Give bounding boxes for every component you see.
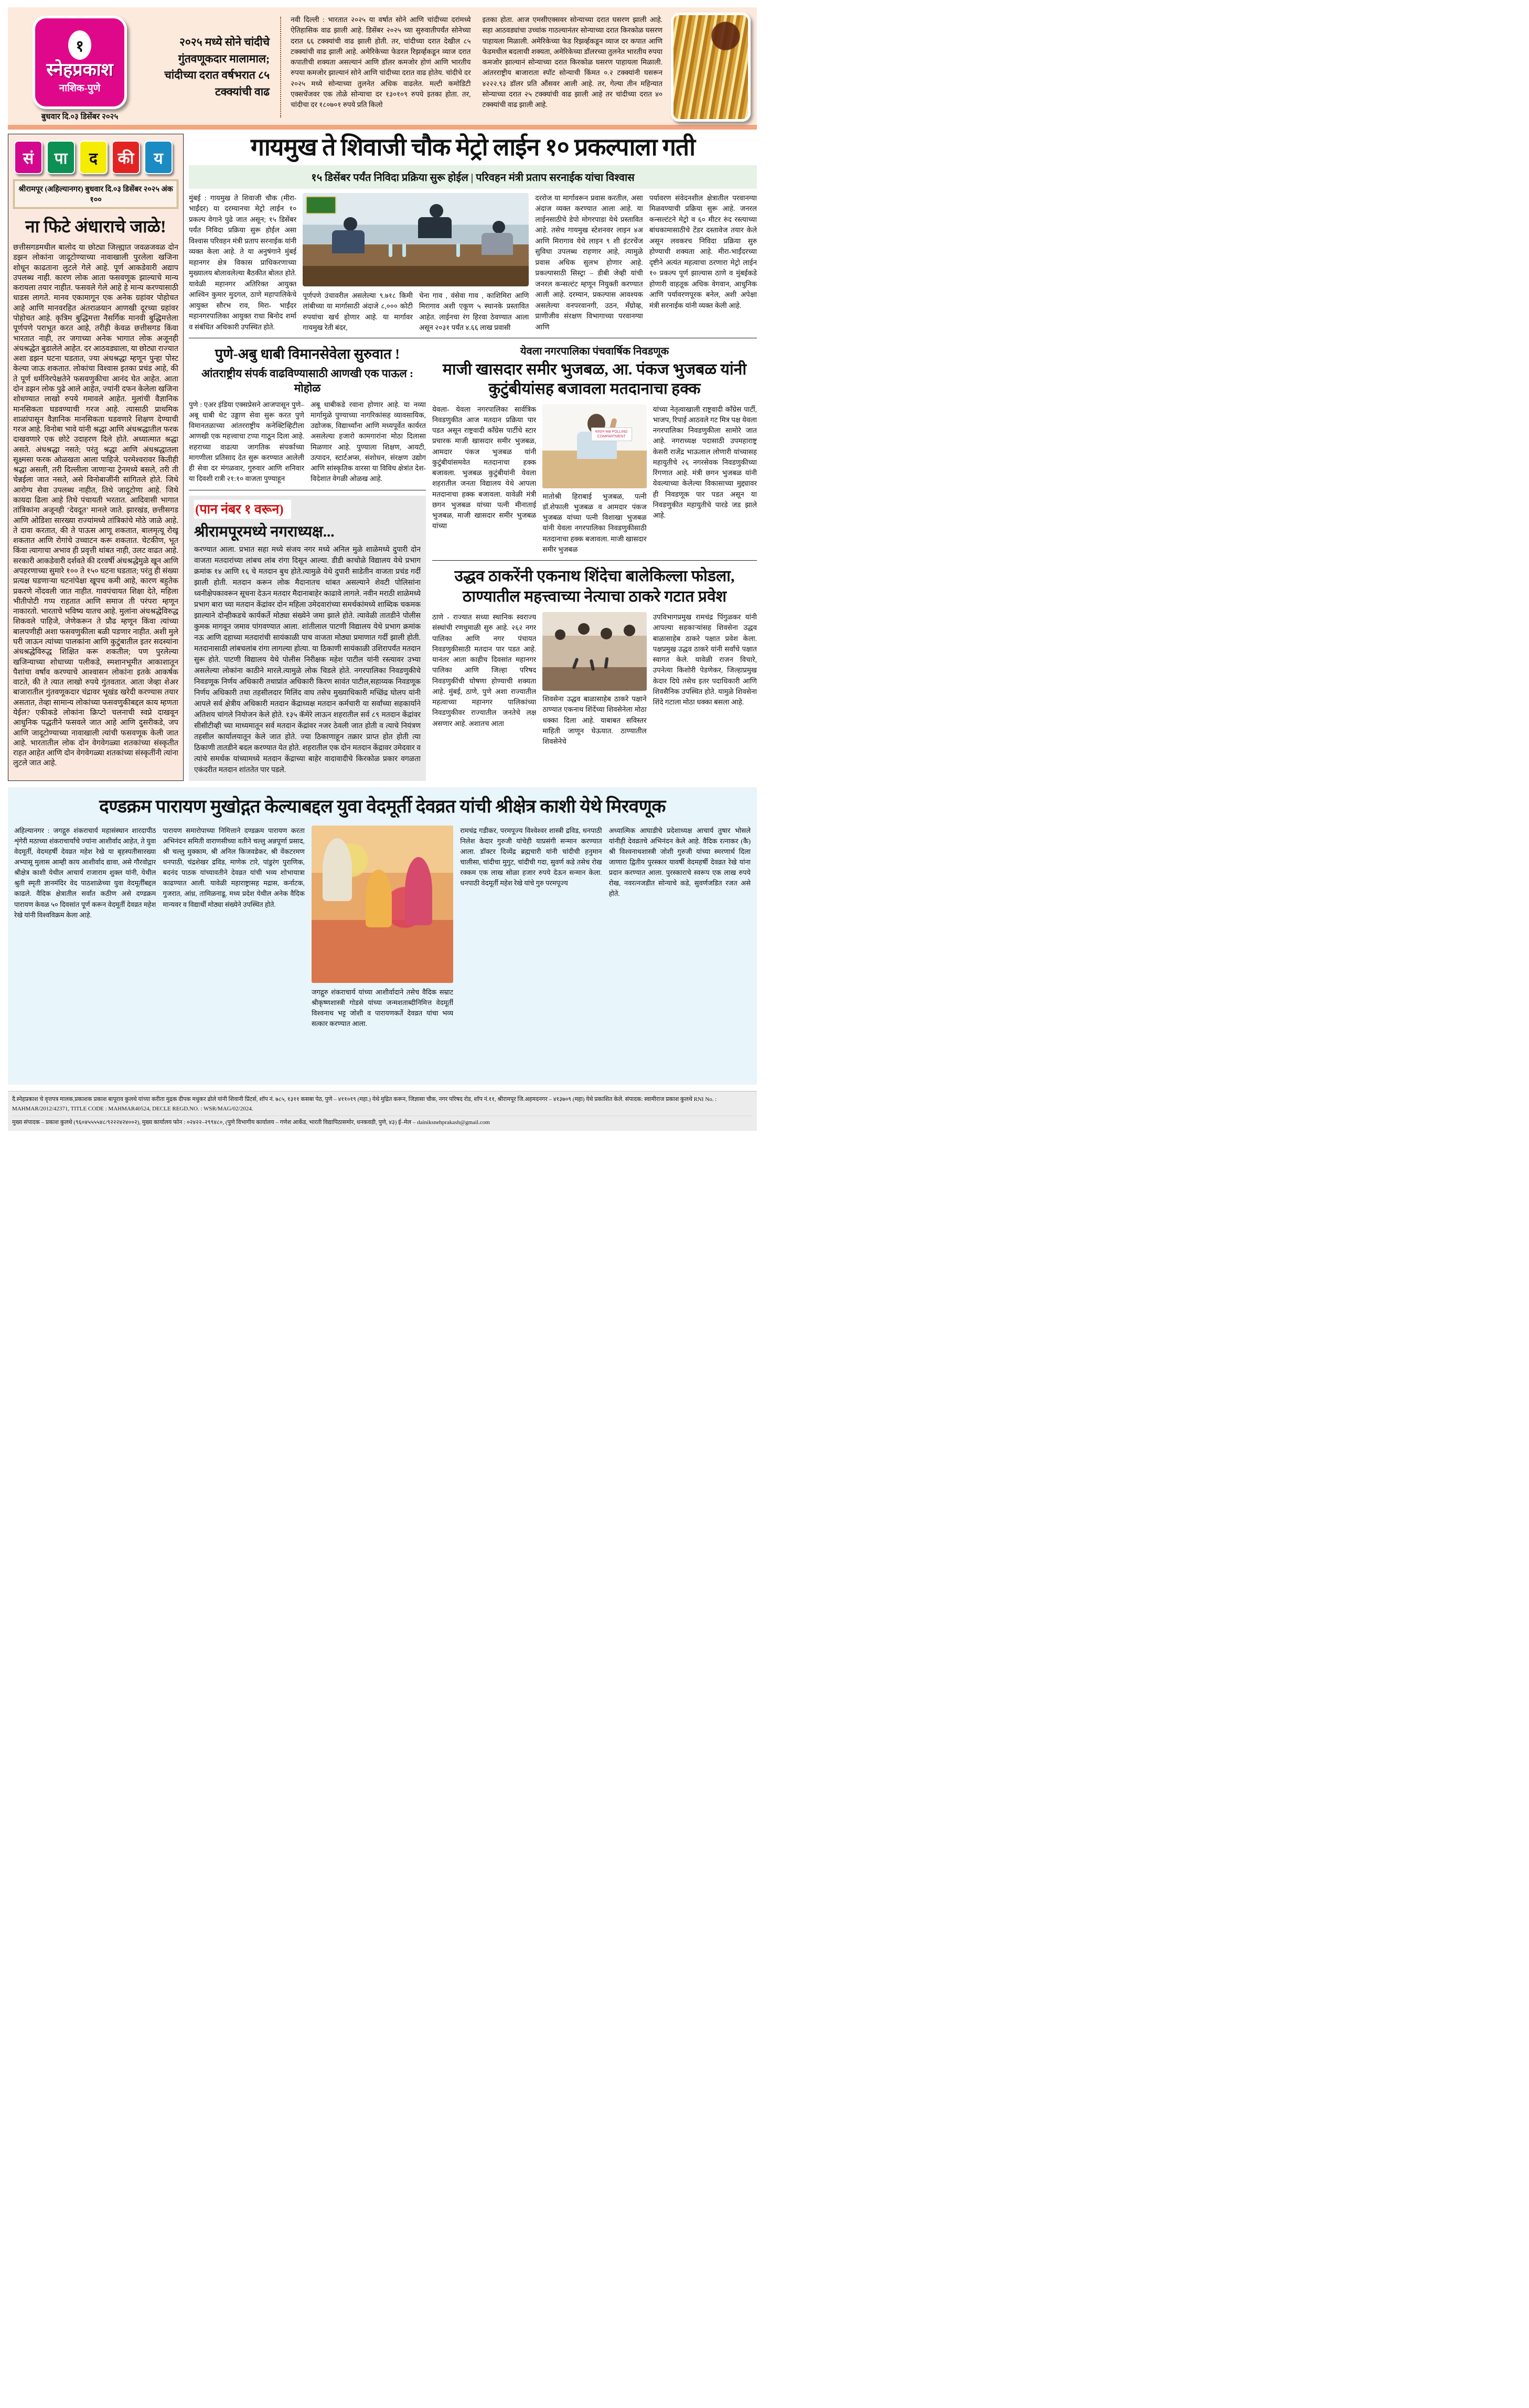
metro-col2: पूर्णपणे उंचावरील असलेल्या ९.७१८ किमी लांबीच्या या मार्गासाठी अंदाजे ८,००० कोटी रुपयांचा खर्च होणार आहे. या मार्गावर गायमुख रेती बंदर, [303,291,413,332]
photo-mic [589,659,594,671]
editorial-body: छत्तीसगडमधील बालोद या छोट्या जिल्ह्यात जवळजवळ दोन डझन लोकांना जादूटोण्याच्या नावाखाली पुरलेला खजिना शोधून काढताना लुटले गेले आहे. पूर्ण आकडेवारी अद्याप उपलब्ध नाही. कारण लोक आता फसवणूक झाल्याचे मान्य करायला तयार नाहीत. फसवले गेले आहे हे मान्य करण्यासाठी धाडस लागते. मानव एकामागून एक अनेक ग्रहांवर पोहोचत आहे आणि मानवरहित अंतराळयान आणखी दूरच्या ग्रहांवर पोहोचत आहे. कृत्रिम बुद्धिमत्ता नैसर्गिक मानवी बुद्धिमत्तेला पूर्णपणे पराभूत करत आहे, तरीही केवळ छत्तीसगड किंवा भारतात नाही, तर जगाच्या अनेक भागात लोक अजूनही अंधश्रद्धेत बुडालेले आहेत. दर आठवड्याला, या छोट्या राज्यात अशा डझन घटना घडतात, ज्या अंधश्रद्धा म्हणून पुन्हा पोस्ट केल्या जाऊ शकतात. लोकांचा विश्वास इतका प्रचंड आहे, की ते पूर्ण धर्मनिरपेक्षतेने फसवणुकीचा आनंद घेत आहेत. आता दोन डझन लोक पुढे आले आहेत, ज्यांनी दफन केलेला खजिना शोधण्यात लाखो रुपये गमावले आहेत. मुलांची वैज्ञानिक मानसिकता घडवण्याची गरज आहे. त्यासाठी प्राथमिक शाळांपासून वैज्ञानिक मानसिकता घडवणारे शिक्षण देण्याची गरज आहे. विनोबा भावे यांनी श्रद्धा आणि अंधश्रद्धातील फरक दाखवणारे एक छोटे उदाहरण दिले होते. अध्यात्मात श्रद्धा असते. अंधश्रद्धा नसते; परंतु श्रद्धा आणि अंधश्रद्धातला सूक्ष्मसा फरक ओळखता आला पाहिजे. परमेश्वरावर कितीही श्रद्धा असली, तरी दिल्लीला जाणाऱ्या ट्रेनमध्ये बसले, तरी ती चेन्नईला जात नसते, असे विनोबाजींनी सांगितले होते. जिथे आरोग्य सेवा उपलब्ध नाहीत, तिथे जादूटोणा आहे. जिथे कायदा ढिला आहे तिथे पंचायती भरतात. आदिवासी भागात तांत्रिकांना अजूनही ‘देवदूत’ मानले जाते. झारखंड, छत्तीसगड आणि ओडिशा सारख्या राज्यांमध्ये तांत्रिकांचे मोठे जाळे आहे. ते दावा करतात, की ते पाऊस आणू शकतात, बालमृत्यू रोखू शकतात आणि रोगांचे उच्चाटन करू शकतात. चेटकीण, भूत किंवा त्यागाचा अभाव ही प्रवृत्ती थांबत नाही, उलट वाढत आहे. सरकारी आकडेवारी दर्शवते की दरवर्षी अंधश्रद्धेमुळे खून आणि अपहरणाच्या सुमारे १०० ते १५० घटना घडतात; परंतु ही संख्या प्रत्यक्ष घडणाऱ्या घटनांपेक्षा खूपच कमी आहे, कारण बहुतेक प्रकरणे नोंदवली जात नाहीत. गावपंचायत शिक्षा देते, महिला भीतीपोटी गप्प राहतात आणि समाज ती परंपरा म्हणून नाकारतो. भारताचे भविष्य यातच आहे. मुलांना अंधश्रद्धेविरुद्ध शिकवले पाहिजे, जेणेकरून ते प्रौढ म्हणून किंवा त्यांच्या बालपणीही अशा फसवणुकीला बळी पडणार नाहीत. अशी मुले घरी जाऊन त्यांच्या पालकांना आणि कुटुंबातील इतर सदस्यांना अंधश्रद्धेविरुद्ध शिक्षित करू शकतील; पण पुरलेल्या खजिन्याच्या शोधाच्या पलीकडे, स्मशानभूमीत आकाशातून पैशांचा वर्षाव करण्याचे आश्वासन लोकांना इतके आकर्षक वाटते, की ते त्यात लाखो रुपये गुंतवतात. आता जेव्हा शेअर बाजारातील गुंतवणूकदार चंद्रावर भूखंड खरेदी करण्यास तयार असतात, तेव्हा सामान्य लोकांच्या फसवणुकीबद्दल काय म्हणता येईल? एकीकडे लोकांना क्रिप्टो चलनाची स्वप्ने दाखवून आधुनिक पद्धतीने फसवले जात आहे आणि दुसरीकडे, जप आणि जादूटोण्याच्या नावाखाली त्यांची फसवणूक केली जात आहे. भारतातील लोक दोन वेगवेगळ्या शतकांच्या संस्कृतीत राहत आहेत आणि दोन वेगवेगळ्या शतकांच्या संस्कृतींनी त्यांना लुटले जात आहे. [13,243,178,768]
yevla-col3: यांच्या नेतृत्वाखाली राष्ट्रवादी काँग्रेस पार्टी, भाजप, रिपाई आठवले गट मित्र पक्ष येवला नगरपालिका निवडणुकीला सामोरे जात आहे. नगराध्यक्ष पदासाठी उपमहाराष्ट्र केसरी राजेंद्र भाऊलाल लोणारी यांच्यासह महायुतीचे २६ नगरसेवक निवडणुकीच्या रिंगणात आहे. मंत्री छगन भुजबळ यांनी येवल्याच्या केलेल्या विकासाच्या मुद्द्यावर ही निवडणूक पार पडत असून या निवडणुकीत महायुतीचे पारडे जड झाले आहे. [653,405,757,520]
newspaper-logo [33,16,127,109]
newspaper-page [0,0,765,1136]
gold-story-headline: २०२५ मध्ये सोने चांदीचे गुंतवणूकदार मालामाल; चांदीच्या दरात वर्षभरात ८५ टक्क्यांची वाढ [164,36,270,98]
continued-from-page-kicker: (पान नंबर १ वरून) [194,500,291,519]
editorial-tile: सं [14,141,42,174]
yevla-col2: मातोश्री हिराबाई भुजबळ, पत्नी डॉ.शेफाली भुजबळ व आमदार पंकज भुजबळ यांच्या पत्नी विशाखा भुजबळ यांनी येवला नगरपालिका निवडणुकीसाठी मतदानाचा हक्क बजावला. माजी खासदार समीर भुजबळ [542,492,647,553]
kashi-ceremony-photo [312,826,453,983]
gold-jewellery-photo [671,13,751,122]
photo-bottle [456,243,460,257]
masthead [8,7,757,125]
editorial-title: ना फिटे अंधाराचे जाळे! [25,218,166,237]
editorial-tile: द [79,141,108,174]
yevla-col1: येवला- येवला नगरपालिका सार्वत्रिक निवडणुकीत आज मतदान प्रक्रिया पार पडत असून राष्ट्रवादी काँग्रेस पार्टीचे स्टार प्रचारक माजी खासदार समीर भुजबळ, आमदार पंकज भुजबळ यांनी कुटुंबीयांसमवेत मतदानाचा हक्क बजावला. भुजबळ कुटुंबीयांनी येवला शहरातील जनता विद्यालय येथे आपला मतदानाचा हक्क बजावला. यावेळी मंत्री छगन भुजबळ यांच्या पत्नी मीनाताई भुजबळ, माजी खासदार समीर भुजबळ यांच्या [432,405,537,530]
yevla-headline: माजी खासदार समीर भुजबळ, आ. पंकज भुजबळ यांनी कुटुंबीयांसह बजावला मतदानाचा हक्क [442,360,747,398]
photo-figure [344,217,357,231]
editorial-tile: य [144,141,173,174]
photo-figure [601,628,612,639]
uddhav-col3: उपविभागप्रमुख रामचंद्र पिंगुळकर यांनी आपल्या सहकाऱ्यांसह शिवसेना उद्धव बाळासाहेब ठाकरे पक्षात प्रवेश केला. पक्षप्रमुख उद्धव ठाकरे यांनी सर्वांचे पक्षात स्वागत केले. यावेळी राजन विचारे, उपनेत्या किशोरी पेडणेकर, जिल्हाप्रमुख केदार दिघे तसेच इतर पदाधिकारी आणि शिवसैनिक उपस्थित होते. यामुळे शिवसेना शिंदे गटाला मोठा धक्का बसला आहे. [653,613,757,707]
photo-mic [572,658,579,670]
masthead-rule [8,125,757,130]
photo-bottle [402,243,406,257]
shrirampur-body: करण्यात आला. प्रभात सहा मध्ये संजय नगर मध्ये अनिल मुळे शाळेमध्ये दुपारी दोन वाजता मतदारांच्या लांबच लांब रांगा दिसून आल्या. डीडी काचोळे विद्यालय येथे प्रभाग क्रमांक १४ आणि १६ चे मतदान बुथ होते.त्यामुळे येथे दुपारी साडेतीन वाजता प्रचंड गर्दी झाली होती. मतदान करून लोक मैदानातच थांबत असल्याने शेवटी पोलिसांना ध्वनीक्षेपकावरून सूचना देऊन मतदार मैदानाबाहेर काढावे लागले. नवीन मराठी शाळेमध्ये प्रभाग बारा च्या मतदान केंद्रांवर दोन महिला उमेदवारांच्या समर्थकांमध्ये शाब्दिक चकमक झाल्याने दोन्हीकडचे कार्यकर्ते मोठ्या संख्येने जमा झाले होते. त्यावेळी तातडीने पोलीस कुमक मागवून जमाव पांगवण्यात आला. शांतीलाल पाटणी विद्यालय येथे प्रभाग क्रमांक नऊ आणि दहाच्या मतदारांची सायंकाळी पाच वाजता मोठ्या प्रमाणात गर्दी झाली होती. मतदानासाठी लांबचलांब रांगा लागल्या होत्या. या ठिकाणी सायंकाळी उशिरापर्यंत मतदान सुरू होते. पाटणी विद्यालय येथे पोलीस निरीक्षक महेश पाटील यांनी रस्त्यावर उभ्या असलेल्या लोकांना काठीने मारले.त्यामुळे लोक चिडले होते. नगरपालिका निवडणुकीचे निवडणूक निर्णय अधिकारी तथाप्रांत अधिकारी किरण सावंत पाटील,सहाय्यक निवडणूक निर्णय अधिकारी तथा तहसीलदार मिलिंद वाघ तसेच मुख्याधिकारी मच्छिंद्र घोलप यांनी आपले सर्व क्षेत्रीय अधिकारी मतदान केंद्राध्यक्ष मतदान कर्मचारी या सर्वांच्या सहकार्याने अतिशय चांगले नियोजन केले होते. १३५ कॅमेरे लाऊन शहरातील सर्व ८९ मतदान केंद्रांवर सीसीटीव्ही च्या माध्यमातून सर्व मतदान केंद्रांवर नजर ठेवली जात होती व त्याचे नियंत्रण तहसील कार्यालयातून केले जात होते. ज्या ठिकाणाहून तक्रार प्राप्त होत होती त्या ठिकाणी तातडीने बदल करण्यात येत होते. शहरातील एक दोन मतदान केंद्रावर उमेदवार व त्यांचे समर्थक यांच्यामध्ये मतदान केंद्राच्या बाहेर वादावादीचे किरकोळ प्रकार वगळता एकंदरीत मतदान शांततेत पार पडले. [194,545,421,774]
yevla-article [432,344,757,555]
dotted-divider [280,17,281,117]
yevla-voting-photo [542,404,646,488]
polling-compartment-sign: मतदान कक्ष POLLING COMPARTMENT [591,427,632,441]
metro-meeting-photo [303,193,529,286]
photo-figure [405,857,432,925]
photo-figure [624,625,635,636]
pune-abudhabi-col2: अबू धाबीकडे रवाना होणार आहे. या नव्या मार्गामुळे पुण्याच्या नागरिकांसह व्यावसायिक, उद्योजक, विद्यार्थ्यांना आणि मध्यपूर्वेत कार्यरत असलेल्या हजारो कामगारांना मोठा दिलासा मिळणार आहे. पुण्याला शिक्षण, आयटी, उत्पादन, स्टार्टअप्स, संशोधन, संरक्षण उद्योग आणि सांस्कृतिक वारसा या विविध क्षेत्रांत देश-विदेशात वेगळी ओळख आहे. [311,400,426,483]
metro-col5: पर्यावरण संवेदनशील क्षेत्रातील परवानग्या मिळवण्याची प्रक्रिया सुरू आहे. जनरल कन्सल्टंटने मेट्रो व ६० मीटर रुंद रस्त्याच्या बांधकामासाठीचे टेंडर दस्तावेज तयार केले असून लवकरच निविदा प्रक्रिया सुरु होण्याची शक्यता आहे. मीरा-भाईंदरच्या दृष्टीने अत्यंत महत्वाचा ठरणारा मेट्रो लाईन १० प्रकल्प पूर्ण झाल्यास ठाणे व मुंबईकडे होणारी वाहतूक अधिक वेगवान, आधुनिक आणि पर्यावरणपूरक बनेल, अशी अपेक्षा मंत्री सरनाईक यांनी व्यक्त केली आहे. [649,194,757,309]
uddhav-col1: ठाणे - राज्यात सध्या स्थानिक स्वराज्य संस्थांची रणधुमाळी सुरु आहे. २६२ नगर पालिका आणि नगर पंचायत निवडणुकीसाठी मतदान पार पडत आहे. यानंतर आता काहीच दिवसांत महानगर पालिका आणि जिल्हा परिषद निवडणुकींची घोषणा होण्याची शक्यता आहे. मुंबई, ठाणे, पुणे अशा राज्यातील महत्वाच्या महानगर पालिकांच्या निवडणुकीवर राज्यातील जनतेचे लक्ष असणार आहे. अशातच आता [432,613,537,727]
metro-col3: चेना गाव , वंसेवा गाव , काशिमिरा आणि मिरागाव अशी एकूण ५ स्थानके प्रस्तावित आहेत. लाईनचा रंग हिरवा ठेवण्यात आला असून २०३१ पर्यंत ४.६६ लाख प्रवासी [419,291,529,332]
photo-banner [306,196,336,214]
metro-subhead: १५ डिसेंबर पर्यंत निविदा प्रक्रिया सुरू होईल | परिवहन मंत्री प्रताप सरनाईक यांचा विश्वास [189,165,757,189]
metro-col1: मुंबई : गायमुख ते शिवाजी चौक (मीरा-भाईंदर) या दरम्यानचा मेट्रो लाईन १० प्रकल्प वेगाने पुढे जात असून; १५ डिसेंबर पर्यंत निविदा प्रक्रिया सुरू होईल असा विश्वास परिवहन मंत्री प्रताप सरनाईक यांनी व्यक्त केला आहे. ते या अनुषंगाने मुंबई महानगर क्षेत्र विकास प्राधिकरणाच्या मुख्यालय बोलावलेल्या बैठकीत बोलत होते. यावेळी महानगर अतिरिक्त आयुक्त आश्विन कुमार मुदगल, ठाणे महापालिकेचे आयुक्त सौरभ राव, मिरा- भाईंदर महानगरपालिका आयुक्त राधा बिनोद शर्मा व संबंधित अधिकारी उपस्थित होते. [189,194,297,331]
photo-figure [578,623,590,635]
kashi-headline: दण्डक्रम पारायण मुखोद्गत केल्याबद्दल युवा वेदमूर्ती देवव्रत यांची श्रीक्षेत्र काशी येथे मिरवणूक [99,796,666,817]
photo-figure [332,230,365,253]
kashi-col3: जगद्गुरु शंकराचार्य यांच्या आशीर्वादाने तसेच वैदिक सम्राट श्रीकृष्णशास्त्री गोडसे यांच्या जन्मशताब्दीनिमित्त वेदमूर्ती विश्वनाथ भट्ट जोशी व पारायणकर्ते देवव्रत यांचा भव्य सत्कार करण्यात आला. [311,988,454,1028]
photo-figure [493,221,505,233]
pune-abudhabi-article [189,344,426,490]
editorial-column [8,134,184,781]
logo-number-badge: १ [68,30,91,60]
section-divider [432,560,757,561]
editorial-tile: की [112,141,140,174]
kashi-article [8,787,757,1085]
newspaper-edition: नाशिक-पुणे [59,82,101,94]
imprint-line2: मुख्य संपादक – प्रकाश कुलथे (९६०४५५५५४८/९२२२४२४००२), मुख्य कार्यालय फोन : ०२४२२–२९९४८०, (पुणे विभागीय कार्यालय – गणेश आर्केड, भारती विद्यापिठासमोर, धनकवडी, पुणे, ४३) ई–मेल – dainiksnehprakash@gmail.com [12,1116,753,1128]
gold-story-col2: इतका होता. आज एमसीएक्सवर सोन्याच्या दरात घसरण झाली आहे. सहा आठवड्यांचा उच्चांक गाठल्यानंतर सोन्याच्या दरात किरकोळ घसरण पाहायला मिळाली. अमेरिकेच्या फेड रिझर्व्हकडून व्याज दर कपात आणि फेडमधील बदलाची शक्यता, अमेरिकेच्या डॉलरच्या तुलनेत भारतीय रुपया कमजोर झाल्यानं सोन्याच्या दरात किरकोळ घसरण पाहायला मिळाली. आंतरराष्ट्रीय बाजाराता स्पॉट सोन्याची किंमत ०.२ टक्क्यांनी घसरून ४२२२.९३ डॉलर प्रति औंसवर आली आहे. तर, गेल्या तीन महिन्यात सोन्याच्या दरात २५ टक्क्यांची वाढ झाली आहे तर चांदीच्या दरात ४० टक्क्यांची वाढ झाली आहे. [482,16,662,109]
imprint-line1: दै.स्नेहप्रकाश चे वृत्तपत्र मालक,प्रकाशक प्रकाश बापूराव कुलथे यांच्या करीता मुद्रक दीपक मधुकर ढोले यांनी शिवानी प्रिंटर्स, शॉप नं. ७८५, १३११ कसबा पेठ, पुणे – ४११०१९ (महा.) येथे मुद्रित करून, जिज्ञासा चौक, नगर परिषद रोड, शॉप नं.११, श्रीरामपूर जि.अहमदनगर – ४१३७०९ (महा) येथे प्रकाशित केले. संपादक: स्वामीराज प्रकाश कुलथे RNI No. : MAHMAR/2012/42371, TITLE CODE : MAHMAR40524, DECLE REGD.NO. : WSR/MAG/02/2024. [12,1096,717,1112]
uddhav-meeting-photo [542,612,646,691]
editorial-tile: पा [47,141,75,174]
metro-article [189,134,757,338]
kashi-col4: रामचंद्र गडीकर, परमपूज्य विश्वेश्वर शास्त्री द्रविड, धनपाठी निलेश केदार गुरुजी यांचेही याप्रसंगी सन्मान करण्यात आला. डॉक्टर दिव्येंद्र ब्रह्मचारी यांनी चांदीची हनुमान चालीसा, चांदीचा मुगुट, चांदीची गदा, सुवर्ण कडे तसेच रोख रक्कम एक लाख सोळा हजार रुपये देऊन सन्मान केला. धनपाठी वेदमूर्ती महेश रेखे यांचे गुरु परमपूज्य [460,826,602,887]
editorial-logo-tiles [14,141,178,174]
pune-abudhabi-col1: पुणे : एअर इंडिया एक्सप्रेसने आजपासून पुणे–अबू धाबी थेट उड्डाण सेवा सुरू करत पुणे विमानतळाच्या आंतरराष्ट्रीय कनेक्टिव्हिटीला आणखी एक महत्त्वाचा टप्पा गाठून दिला आहे. शहराच्या वाढत्या जागतिक संपर्काच्या मागणीला प्रतिसाद देत सुरू करण्यात आलेली ही सेवा दर मंगळवार, गुरुवार आणि शनिवार या दिवशी रात्री २१:१० वाजता पुण्याहून [189,400,304,483]
photo-figure [555,629,565,640]
newspaper-title: स्नेहप्रकाश [46,60,113,80]
kashi-col1: अहिल्यानगर : जगद्गुरु शंकराचार्य महासंस्थान शारदापीठ शृंगेरी मठाच्या शंकराचार्यांचे ज्यांना आशीर्वाद आहेत, ते युवा वेदमूर्ती, वेदमहर्षी देवव्रत महेश रेखे या बृहस्पतीसारख्या अभ्यासू मुलास आम्ही काय आशीर्वाद द्यावा, असे गौरवोद्गार श्रीक्षेत्र काशी येथील आचार्य राजाराम शुक्ल यांनी, येथील श्रुती स्मृती ज्ञानमंदिर वेद पाठशाळेच्या युवा वेदमूर्तींबद्दल काढले. वैदिक क्षेत्रातील सर्वांत कठीण असे दण्डक्रम पारायण केवळ ५० दिवसांत पूर्ण करून वेदमूर्ती देवव्रत महेश रेखे यांनी विश्वविक्रम केला आहे. [14,826,156,919]
photo-mic [604,657,609,669]
uddhav-article [432,566,757,747]
photo-bottle [389,243,392,257]
photo-figure [323,838,352,901]
kashi-col2: पारायण समारोपाच्या निमित्ताने दण्डक्रम पारायण करता अभिनंदन समिती वाराणसीच्या वतीने चल्लु अन्नपूर्णा प्रसाद, श्री चल्लु मुक्काम, श्री अनिल किजवडेकर, श्री वेंकटरमण धनपाठी, चंद्रशेखर द्रविड, माणेक टारे, पांडुरंग पुराणिक, बदनंद पाठक यांच्यावतीने देवव्रत यांची भव्य शोभायात्रा काढण्यात आली. यावेळी महाराष्ट्रासह मद्रास, कर्नाटक, गुजरात, आंध्र, तामिळनाडू, मध्य प्रदेश येथील अनेक वैदिक मान्यवर व विद्यार्थी मोठ्या संख्येने उपस्थित होते. [163,826,305,908]
photo-figure [366,870,392,927]
editorial-dateline: श्रीरामपूर (अहिल्यानगर) बुधवार दि.०३ डिसेंबर २०२५ अंक १०० [13,179,178,209]
issue-date: बुधवार दि.०३ डिसेंबर २०२५ [41,113,119,121]
metro-col4: दररोज या मार्गावरून प्रवास करतील, असा अंदाज व्यक्त करण्यात आला आहे. या लाईनसाठीचे डेपो मोगरपाडा येथे प्रस्तावित आहे. तसेच गायमुख स्टेशनवर लाइन ४अ आणि मिरागाव येथे लाइन ९ शी इंटरचेंज सुविधा उपलब्ध राहणार आहे, त्यामुळे प्रवास अधिक सुलभ होणार आहे. प्रकल्पासाठी सिस्ट्रा – डीबी जेव्ही यांची जनरल कन्सल्टंट म्हणून नियुक्ती करण्यात आली आहे. दरम्यान, प्रकल्पास आवश्यक असलेल्या वनपरवानगी, उठन, मँग्रोव्ह, प्राणीजीव संरक्षण विभागाच्या परवानग्या आणि [535,194,643,331]
yevla-kicker: येवला नगरपालिका पंचवार्षिक निवडणूक [520,345,669,357]
photo-figure [430,204,443,218]
pune-abudhabi-subhead: आंतराष्ट्रीय संपर्क वाढविण्यासाठी आणखी एक पाऊल : मोहोळ [201,367,414,394]
photo-figure [482,233,513,255]
shrirampur-continuation-article [189,496,426,781]
masthead-logo-block [14,13,145,122]
uddhav-col2: शिवसेना उद्धव बाळासाहेब ठाकरे पक्षाने ठाण्यात एकनाथ शिंदेंच्या शिवसेनेला मोठा धक्का दिला आहे. याबाबत सविस्तर माहिती जाणून घेऊयात. ठाण्यातील शिवसेनेचे [542,695,647,746]
kashi-col5: अध्यात्मिक आघाडीचे प्रदेशाध्यक्ष आचार्य तुषार भोसले यांनीही देवव्रतचे अभिनंदन केले आहे. वैदिक रत्नाकर (कै) श्री विश्वनाथशास्त्री जोशी गुरुजी यांच्या स्मरणार्थ दिला जाणारा द्वितीय पुरस्कार यावर्षी वेदमहर्षी देवव्रत रेखे यांना प्रदान करण्यात आला. पुरस्काराचे स्वरूप एक लाख रुपये रोख, नवरत्नजडीत सोन्याचे कडे, सुवर्णजडित रजत असे होते. [608,826,751,898]
metro-headline: गायमुख ते शिवाजी चौक मेट्रो लाईन १० प्रकल्पाला गती [250,134,696,160]
gold-story-col1: नवी दिल्ली : भारतात २०२५ या वर्षात सोने आणि चांदीच्या दरांमध्ये ऐतिहासिक वाढ झाली आहे. डिसेंबर २०२५ च्या सुरुवातीपर्यंत सोनेच्या दरात ६६ टक्क्यांची वाढ झाली होती. तर, चांदीच्या दरात देखील ८५ टक्क्यांची वाढ झाली आहे. अमेरिकेच्या फेडरल रिझर्व्हकडून व्याज दरात कपातीची शक्यता असल्यानं आणि डॉलर कमजोर होणं आणि भारतीय रुपया कमजोर झाल्यानं सोने आणि चांदीच्या दरात वाढ होतेय. चांदीचे दर २०२५ मध्ये सोन्याच्या तुलनेत अधिक वाढलेत. मल्टी कमोडिटी एक्सचेंजवर एक तोळे सोन्याचा दर १३०१०९ रुपये इतका होता. तर, चांदीचा दर १८०७०१ रुपये प्रति किलो [291,16,471,109]
imprint-footer [8,1091,757,1131]
shrirampur-title: श्रीरामपूरमध्ये नगराध्यक्ष... [194,523,335,540]
uddhav-headline: उद्धव ठाकरेंनी एकनाथ शिंदेचा बालेकिल्ला फोडला, ठाण्यातील महत्त्वाच्या नेत्याचा ठाकरे गटात प्रवेश [454,568,735,606]
photo-figure [418,217,452,238]
pune-abudhabi-headline: पुणे-अबु धाबी विमानसेवेला सुरुवात ! [215,346,400,362]
